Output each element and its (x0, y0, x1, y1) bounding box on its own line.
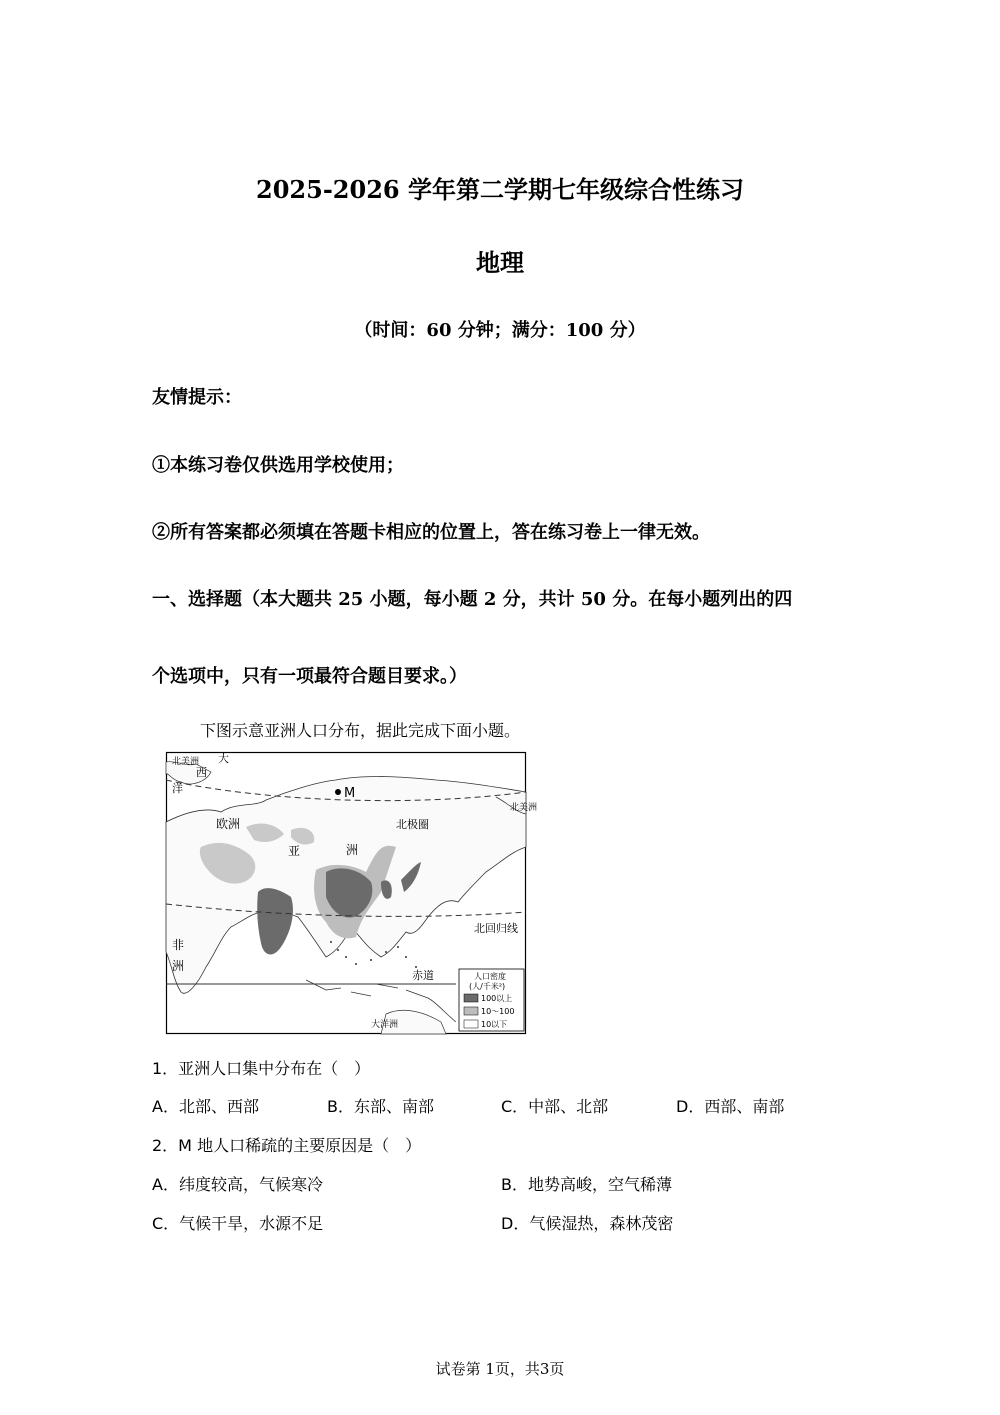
label-asia-ya: 亚 (288, 844, 301, 858)
question-2-stem: 2．M 地人口稀疏的主要原因是（ ） (152, 1136, 422, 1155)
subject-title: 地理 (476, 248, 524, 277)
asia-population-map (166, 752, 538, 1034)
label-north-america-right: 北美洲 (510, 803, 538, 813)
question-2-option-b: B．地势高峻，空气稀薄 (501, 1175, 672, 1194)
legend-item-low: 10以下 (481, 1020, 508, 1029)
label-oceania: 大洋洲 (371, 1020, 399, 1030)
question-1-stem: 1．亚洲人口集中分布在（ ） (152, 1059, 371, 1078)
section-heading-line1: 一、选择题（本大题共 25 小题，每小题 2 分，共计 50 分。在每小题列出的四 (152, 589, 793, 610)
label-africa-zhou: 洲 (172, 959, 185, 973)
exam-title: 2025-2026 学年第二学期七年级综合性练习 (256, 175, 744, 204)
question-1-option-b: B．东部、南部 (327, 1097, 434, 1116)
question-1-option-a: A．北部、西部 (152, 1097, 259, 1116)
label-tropic: 北回归线 (474, 922, 518, 935)
label-arctic-circle: 北极圈 (396, 818, 429, 831)
question-2-option-c: C．气候干旱，水源不足 (152, 1214, 324, 1233)
map-legend (459, 969, 524, 1031)
label-europe: 欧洲 (216, 817, 241, 831)
label-atlantic-yang: 洋 (172, 782, 183, 795)
question-intro: 下图示意亚洲人口分布，据此完成下面小题。 (200, 721, 521, 740)
legend-unit: (人/千米²) (469, 982, 506, 991)
question-2-option-d: D．气候湿热，森林茂密 (501, 1214, 674, 1233)
label-africa-fei: 非 (172, 938, 185, 952)
legend-item-high: 100以上 (481, 994, 513, 1003)
label-m: M (344, 786, 356, 801)
legend-item-mid: 10～100 (481, 1007, 515, 1016)
label-equator: 赤道 (412, 969, 434, 982)
label-atlantic-xi: 西 (196, 766, 207, 779)
question-1-option-d: D．西部、南部 (676, 1097, 785, 1116)
label-asia-zhou: 洲 (346, 843, 359, 857)
notice-item-2: ②所有答案都必须填在答题卡相应的位置上，答在练习卷上一律无效。 (152, 522, 710, 543)
legend-title: 人口密度 (474, 972, 506, 981)
question-1-option-c: C．中部、北部 (501, 1097, 609, 1116)
time-info: （时间：60 分钟；满分：100 分） (354, 320, 646, 341)
notice-item-1: ①本练习卷仅供选用学校使用； (152, 455, 404, 476)
section-heading-line2: 个选项中，只有一项最符合题目要求。） (152, 666, 467, 687)
notice-heading: 友情提示： (152, 387, 242, 408)
label-atlantic-da: 大 (218, 752, 229, 765)
label-north-america: 北美洲 (172, 757, 200, 767)
question-2-option-a: A．纬度较高，气候寒冷 (152, 1175, 323, 1194)
m-point-marker (335, 789, 341, 795)
page-footer: 试卷第 1页，共3页 (435, 1360, 565, 1378)
